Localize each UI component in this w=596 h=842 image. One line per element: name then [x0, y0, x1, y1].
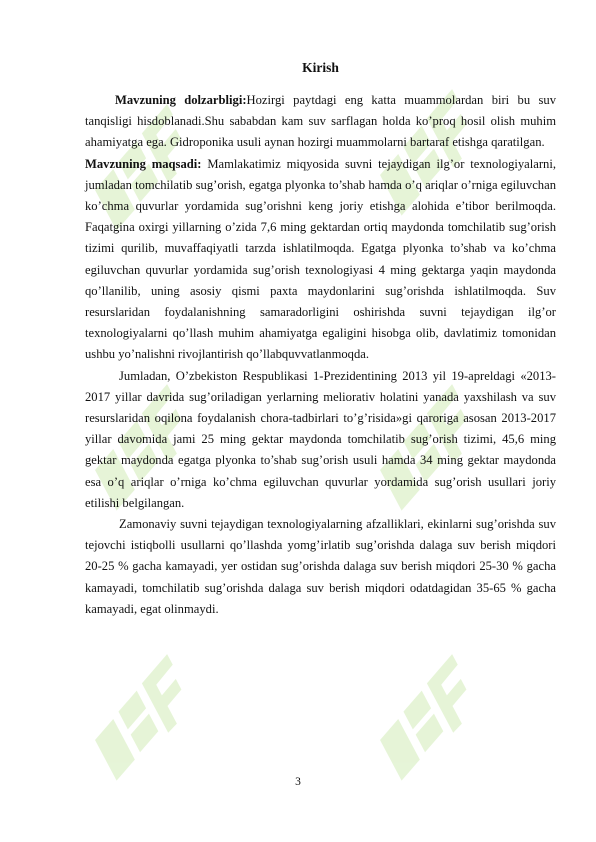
page-number: 3 [295, 776, 301, 788]
paragraph-relevance [85, 90, 556, 154]
paragraph-text: Hozirgi paytdagi eng katta muammolardan biri bu suv tanqisligi hisdoblanadi.Shu sababdan kam suv sarflagan holda ko’proq hosil olish muhim ahamiyatga ega. Gidroponika usuli aynan hozirgi muammolarni bartaraf etishga qaratilgan. [85, 93, 557, 150]
paragraph-decree: Jumladan, O’zbekiston Respublikasi 1-Prezidentining 2013 yil 19-apreldagi «2013-2017 yillar davrida sug’oriladigan yerlarning meliorativ holatini yanada yaxshilash va suv resurslaridan oqilona foydalanish chora-tadbirlari to’g’risida»gi qaroriga asosan 2013-2017 yillar davomida jami 25 ming gektar maydonda tomchilatib sug’orish tizimi, 45,6 ming gektar maydonda egatga plyonka to’shab sug’orish usuli hamda 34 ming gektar maydonda esa o’q ariqlar o’rniga ko’chma egiluvchan quvurlar yordamida sug’orish usullari joriy etilishi belgilangan. [85, 368, 556, 510]
paragraph-text: Mamlakatimiz miqyosida suvni tejaydigan ilg’or texnologiyalarni, jumladan tomchilatib sug’orish, egatga plyonka to’shab hamda o’q ariqlar o’rniga egiluvchan ko’chma quvurlar yordamida sug’orishni keng joriy etishga alohida e’tibor berilmoqda. Faqatgina oxirgi yillarning o’zida 7,6 ming gektardan ortiq maydonda tomchilatib sug’orish tizimi qurilib, muvaffaqiyatli tarzda ishlatilmoqda. Egatga plyonka to’shab va ko’chma egiluvchan quvurlar yordamida sug’orish texnologiyasi 4 ming gektarga yaqin maydonda qo’llanilib, uning asosiy qismi paxta maydonlarini sug’orishda ishlatilmoqda. Suv resurslaridan foydalanishning samaradorligini oshirishda suvni tejaydigan ilg’or texnologiyalarni qo’llash muhim ahamiyatga egaligini hisobga olib, davlatimiz tomonidan ushbu yo’nalishni rivojlantirish qo’llabquvvatlanmoqda. [85, 156, 556, 362]
paragraph-goal [85, 154, 556, 366]
paragraph-lead: Mavzuning dolzarbligi: [115, 93, 247, 107]
paragraph-advantages: Zamonaviy suvni tejaydigan texnologiyalarning afzalliklari, ekinlarni sug’orishda suv tejovchi istiqbolli usullarni qo’llashda yomg’irlatib sug’orishda dalaga suv berish miqdori 20-25 % gacha kamayadi, yer ostidan sug’orishda dalaga suv berish miqdori 25-30 % gacha kamayadi, tomchilatib sug’orishda dalaga suv berish miqdori odatdagidan 35-65 % gacha kamayadi, egat olinmaydi. [85, 517, 556, 616]
watermark-logo-6 [360, 654, 493, 781]
document-body [85, 58, 556, 620]
page-title: Kirish [302, 60, 339, 75]
watermark-logo-5 [75, 654, 208, 781]
paragraph-lead: Mavzuning maqsadi: [85, 156, 208, 171]
